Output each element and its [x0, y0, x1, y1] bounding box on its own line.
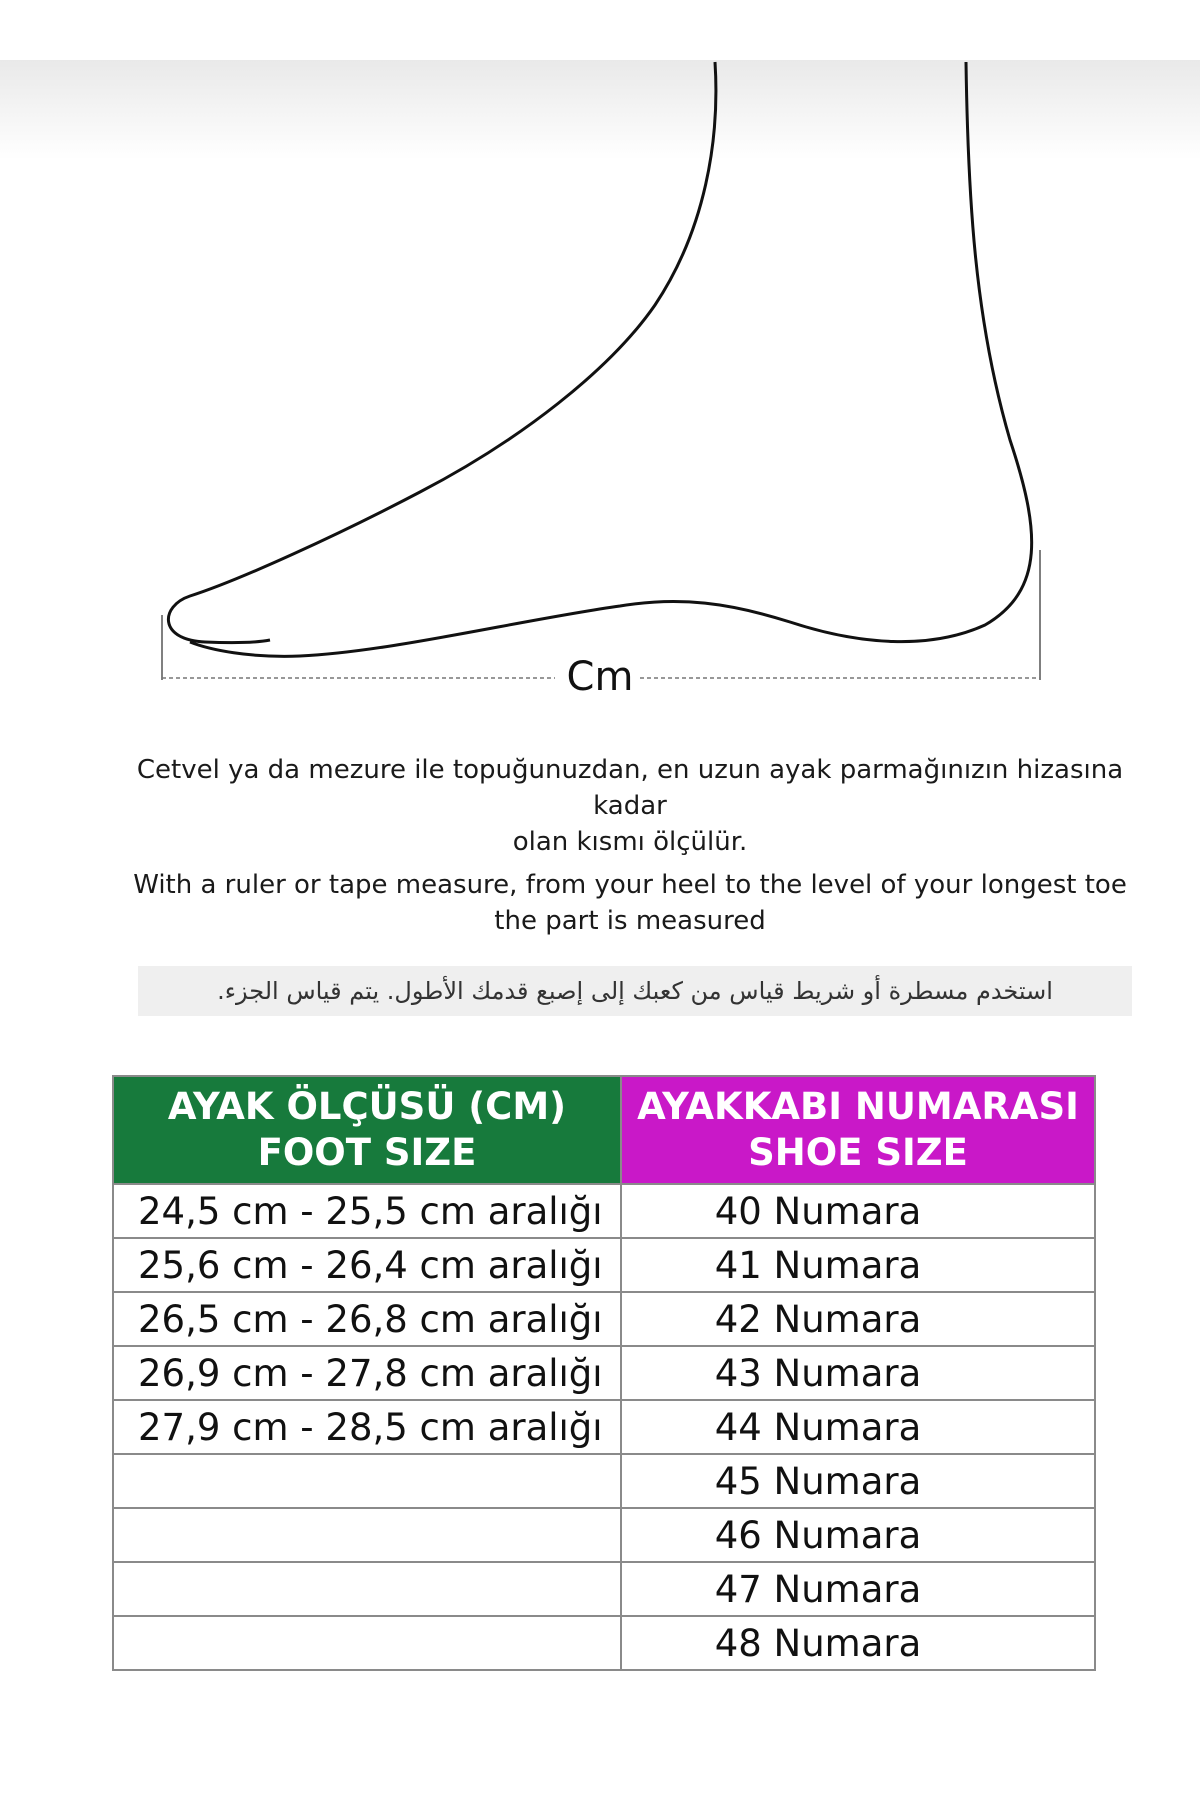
table-row	[113, 1184, 1095, 1238]
shoe-size-cell: 46 Numara	[621, 1508, 1095, 1562]
foot-size-cell: 26,9 cm - 27,8 cm aralığı	[113, 1346, 621, 1400]
instruction-arabic: استخدم مسطرة أو شريط قياس من كعبك إلى إصبع قدمك الأطول. يتم قياس الجزء.	[138, 966, 1132, 1016]
header-foot-size-line1: AYAK ÖLÇÜSÜ (CM)	[167, 1085, 567, 1128]
size-chart-table	[112, 1075, 1096, 1671]
foot-size-cell	[113, 1616, 621, 1670]
shoe-size-cell: 42 Numara	[621, 1292, 1095, 1346]
shoe-size-cell: 40 Numara	[621, 1184, 1095, 1238]
table-row	[113, 1400, 1095, 1454]
instruction-english-line1: With a ruler or tape measure, from your heel to the level of your longest toe	[133, 870, 1127, 900]
table-row	[113, 1292, 1095, 1346]
foot-outline-diagram	[0, 0, 1200, 720]
table-row	[113, 1616, 1095, 1670]
instruction-english-line2: the part is measured	[494, 906, 766, 936]
foot-size-cell	[113, 1562, 621, 1616]
header-shoe-size-line1: AYAKKABI NUMARASI	[637, 1085, 1079, 1128]
header-shoe-size-line2: SHOE SIZE	[748, 1131, 968, 1174]
instruction-turkish-line1: Cetvel ya da mezure ile topuğunuzdan, en uzun ayak parmağınızın hizasına kadar	[136, 755, 1124, 821]
table-row	[113, 1346, 1095, 1400]
shoe-size-cell: 47 Numara	[621, 1562, 1095, 1616]
header-shoe-size	[621, 1076, 1095, 1184]
instruction-turkish	[100, 752, 1160, 860]
instruction-english	[100, 867, 1160, 939]
table-row	[113, 1238, 1095, 1292]
foot-size-cell	[113, 1508, 621, 1562]
measure-label: Cm	[560, 654, 640, 700]
shoe-size-cell: 44 Numara	[621, 1400, 1095, 1454]
shoe-size-cell: 48 Numara	[621, 1616, 1095, 1670]
shoe-size-cell: 45 Numara	[621, 1454, 1095, 1508]
foot-size-cell: 24,5 cm - 25,5 cm aralığı	[113, 1184, 621, 1238]
header-foot-size-line2: FOOT SIZE	[257, 1131, 477, 1174]
foot-size-cell: 26,5 cm - 26,8 cm aralığı	[113, 1292, 621, 1346]
shoe-size-cell: 41 Numara	[621, 1238, 1095, 1292]
table-row	[113, 1454, 1095, 1508]
foot-outline-front	[168, 62, 715, 643]
instruction-turkish-line2: olan kısmı ölçülür.	[512, 827, 748, 857]
foot-size-cell: 27,9 cm - 28,5 cm aralığı	[113, 1400, 621, 1454]
header-foot-size	[113, 1076, 621, 1184]
table-row	[113, 1562, 1095, 1616]
foot-size-cell: 25,6 cm - 26,4 cm aralığı	[113, 1238, 621, 1292]
table-row	[113, 1508, 1095, 1562]
foot-outline-back-sole	[190, 62, 1032, 656]
table-header-row	[113, 1076, 1095, 1184]
foot-size-cell	[113, 1454, 621, 1508]
shoe-size-cell: 43 Numara	[621, 1346, 1095, 1400]
